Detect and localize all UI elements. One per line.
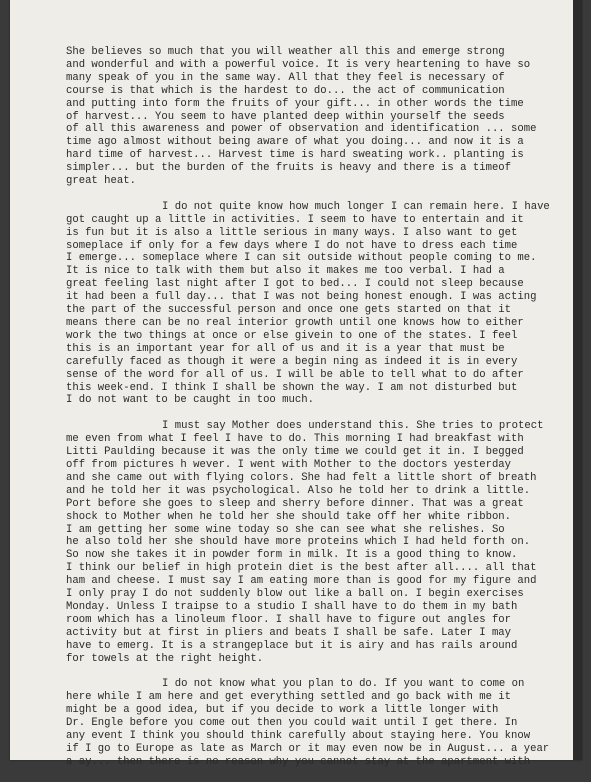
text-line: the part of the successful person and once one gets started on that it [66,304,512,317]
text-line: work the two things at once or else givein to one of the states. I feel [66,329,518,342]
text-line: if I go to Europe as late as March or it may even now be in August... a year [66,742,550,755]
text-line: many speak of you in the same way. All that they feel is necessary of [66,71,505,84]
text-line: So now she takes it in powder form in milk. It is a good thing to know. [66,549,518,562]
text-line: shock to Mother when he told her she should take off her white ribbon. [66,510,512,523]
text-line: might be a good idea, but if you decide to work a little longer with [66,704,499,717]
text-line: I must say Mother does understand this. She tries to protect [162,420,544,433]
text-line: sense of the word for all of us. I will be able to tell what to do after [66,368,524,381]
text-line: course is that which is the hardest to do... the act of communication [66,84,505,97]
text-line: got caught up a little in activities. I seem to have to entertain and it [66,213,524,226]
text-line: and he told her it was psychological. Also he told her to drink a little. [66,484,531,497]
text-line: me even from what I feel I have to do. This morning I had breakfast with [66,433,524,446]
text-line: any event I think you should think carefully about staying here. You know [66,729,531,742]
text-line: here while I am here and get everything settled and go back with me it [66,691,512,704]
text-line: I do not quite know how much longer I can remain here. I have [162,200,550,213]
text-line: great feeling last night after I got to bed... I could not sleep because [66,278,524,291]
text-line: She believes so much that you will weather all this and emerge strong [66,46,505,58]
text-line: and wonderful and with a powerful voice. It is very heartening to have so [66,58,531,71]
text-line: I think our belief in high protein diet is the best after all.... all that [66,562,537,575]
text-line: hard time of harvest... Harvest time is hard sweating work.. planting is [66,149,524,162]
text-line: I do not want to be caught in too much. [66,394,314,407]
text-line: It is nice to talk with them but also it makes me too verbal. I had a [66,265,505,278]
letter-paragraph [66,201,566,408]
letter-paragraph [66,420,566,665]
text-line: off from pictures h wever. I went with Mother to the doctors yesterday [66,458,512,471]
text-line: great heat. [66,175,136,188]
text-line: I only pray I do not suddenly blow out like a ball on. I begin exercises [66,588,524,601]
text-line: Litti Paulding because it was the only time we could get it in. I begged [66,446,524,459]
text-line: it had been a full day... that I was not being honest enough. I was acting [66,291,537,304]
text-line: this is an important year for all of us and it is a year that must be [66,342,505,355]
text-line: for towels at the right height. [66,652,264,665]
letter-page [10,0,582,768]
text-line: simpler... but the burden of the fruits is heavy and there is a timeof [66,162,512,175]
text-line: I am getting her some wine today so she can see what she relishes. So [66,523,505,536]
text-line: someplace if only for a few days where I do not have to dress each time [66,239,518,252]
letter-body [66,46,566,782]
text-line: ham and cheese. I must say I am eating more than is good for my figure and [66,575,537,588]
text-line: I do not know what you plan to do. If you want to come on [162,678,525,691]
page-edge-shadow [573,0,582,760]
text-line: Port before she goes to sleep and sherry before dinner. That was a great [66,497,524,510]
text-line: carefully faced as though it were a begin ning as indeed it is in every [66,355,518,368]
text-line: time ago almost without being aware of what you doing... and now it is a [66,136,524,149]
text-line: of harvest... You seem to have planted deep within yourself the seeds [66,110,505,123]
text-line: of all this awareness and power of observation and identification ... some [66,123,537,136]
text-line: Dr. Engle before you come out then you could wait until I get there. In [66,717,518,730]
text-line: is fun but it is also a little serious in many ways. I also want to get [66,226,518,239]
text-line: activity but at first in pliers and beats I shall be safe. Later I may [66,626,512,639]
text-line: have to emerg. It is a strangeplace but it is airy and has rails around [66,639,518,652]
text-line: and putting into form the fruits of your gift... in other words the time [66,97,524,110]
text-line: Monday. Unless I traipse to a studio I shall have to do them in my bath [66,600,518,613]
text-line: means there can be no real interior growth until one knows how to either [66,317,524,330]
letter-paragraph [66,46,566,188]
text-line: room which has a linoleum floor. I shall have to figure out angles for [66,613,512,626]
text-line: I emerge... someplace where I can sit outside without people coming to me. [66,252,537,265]
text-line: this week-end. I think I shall be shown the way. I am not disturbed but [66,381,518,394]
text-line: a ay... then there is no reason why you cannot stay at the apartment with [66,755,531,768]
text-line: he also told her she should have more proteins which I had held forth on. [66,536,531,549]
text-line: and she came out with flying colors. She had felt a little short of breath [66,471,537,484]
letter-paragraph [66,678,566,768]
